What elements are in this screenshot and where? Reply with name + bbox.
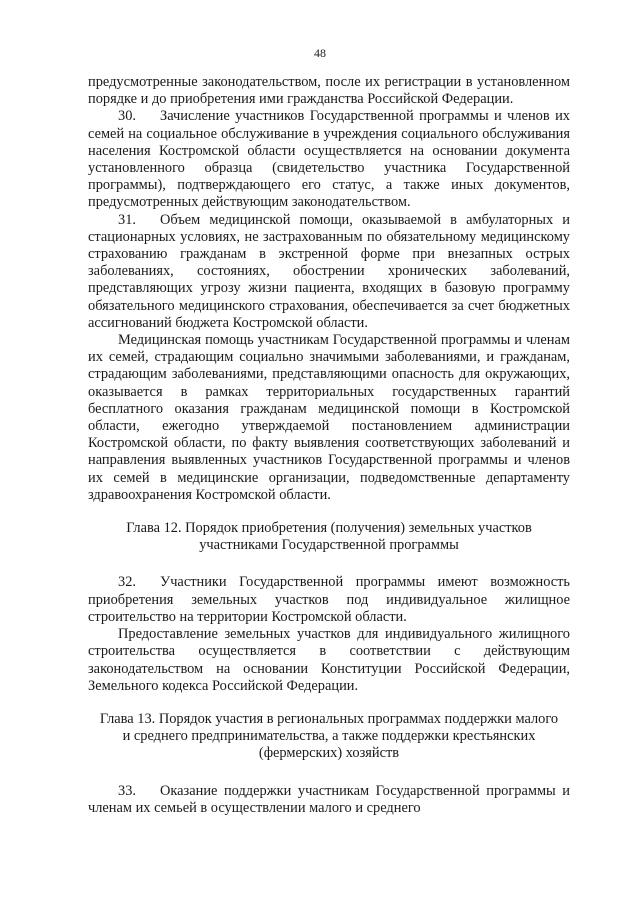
chapter-13-heading — [88, 711, 570, 763]
clause-number: 33. — [118, 782, 136, 799]
heading-line: и среднего предпринимательства, а также поддержки крестьянских — [122, 728, 536, 745]
clause-text: Зачисление участников Государственной программы и членов их семей на социальное обслуживание в учреждения социального обслуживания населения Костромской области осуществляется на основании документа установленного образца (свидетельство участника Государственной программы), подтверждающего его статус, а также иных документов, предусмотренных действующим законодательством. — [88, 108, 570, 211]
clause-33 — [88, 783, 570, 817]
page-number: 48 — [314, 46, 326, 60]
clause-number: 32. — [118, 574, 136, 591]
heading-line: участниками Государственной программы — [199, 537, 459, 554]
clause-text: Объем медицинской помощи, оказываемой в амбулаторных и стационарных условиях, не застрахованным по обязательному медицинскому страхованию гражданам в экстренной форме при внезапных острых заболеваниях, состояниях, обострении хронических заболеваний, представляющих угрозу жизни пациента, входящих в базовую программу обязательного медицинского страхования, обеспечивается за счет бюджетных ассигнований бюджета Костромской области. — [88, 211, 570, 331]
paragraph-land-provision: Предоставление земельных участков для индивидуального жилищного строительства осуществляется в соответствии с действующим законодательством на основании Конституции Российской Федерации, Земельного кодекса Российской Федерации. — [88, 626, 570, 694]
heading-line: Глава 13. Порядок участия в региональных программах поддержки малого — [99, 710, 559, 727]
clause-31 — [88, 212, 570, 332]
chapter-12-heading — [88, 520, 570, 554]
clause-text: Участники Государственной программы имеют возможность приобретения земельных участков под индивидуальное жилищное строительство на территории Костромской области. — [88, 574, 570, 625]
clause-30 — [88, 108, 570, 211]
clause-32 — [88, 574, 570, 626]
clause-text: Оказание поддержки участникам Государственной программы и членам их семьей в осуществлении малого и среднего — [88, 782, 570, 816]
paragraph-medical-care: Медицинская помощь участникам Государственной программы и членам их семей, страдающим социально значимыми заболеваниями, и гражданам, страдающим заболеваниями, представляющими опасность для окружающих, оказывается в рамках территориальных государственных гарантий бесплатного оказания гражданам медицинской помощи в Костромской области, ежегодно утверждаемой постановлением администрации Костромской области, по факту выявления соответствующих заболеваний и направления выявленных участников Государственной программы и членов их семей в медицинские организации, подведомственные департаменту здравоохранения Костромской области. — [88, 332, 570, 503]
heading-line: Глава 12. Порядок приобретения (получения) земельных участков — [126, 520, 532, 537]
heading-line: (фермерских) хозяйств — [258, 745, 400, 762]
document-body — [88, 74, 570, 817]
clause-number: 30. — [118, 108, 136, 125]
paragraph-continuation: предусмотренные законодательством, после их регистрации в установленном порядке и до приобретения ими гражданства Российской Федерации. — [88, 74, 570, 108]
clause-number: 31. — [118, 211, 136, 228]
